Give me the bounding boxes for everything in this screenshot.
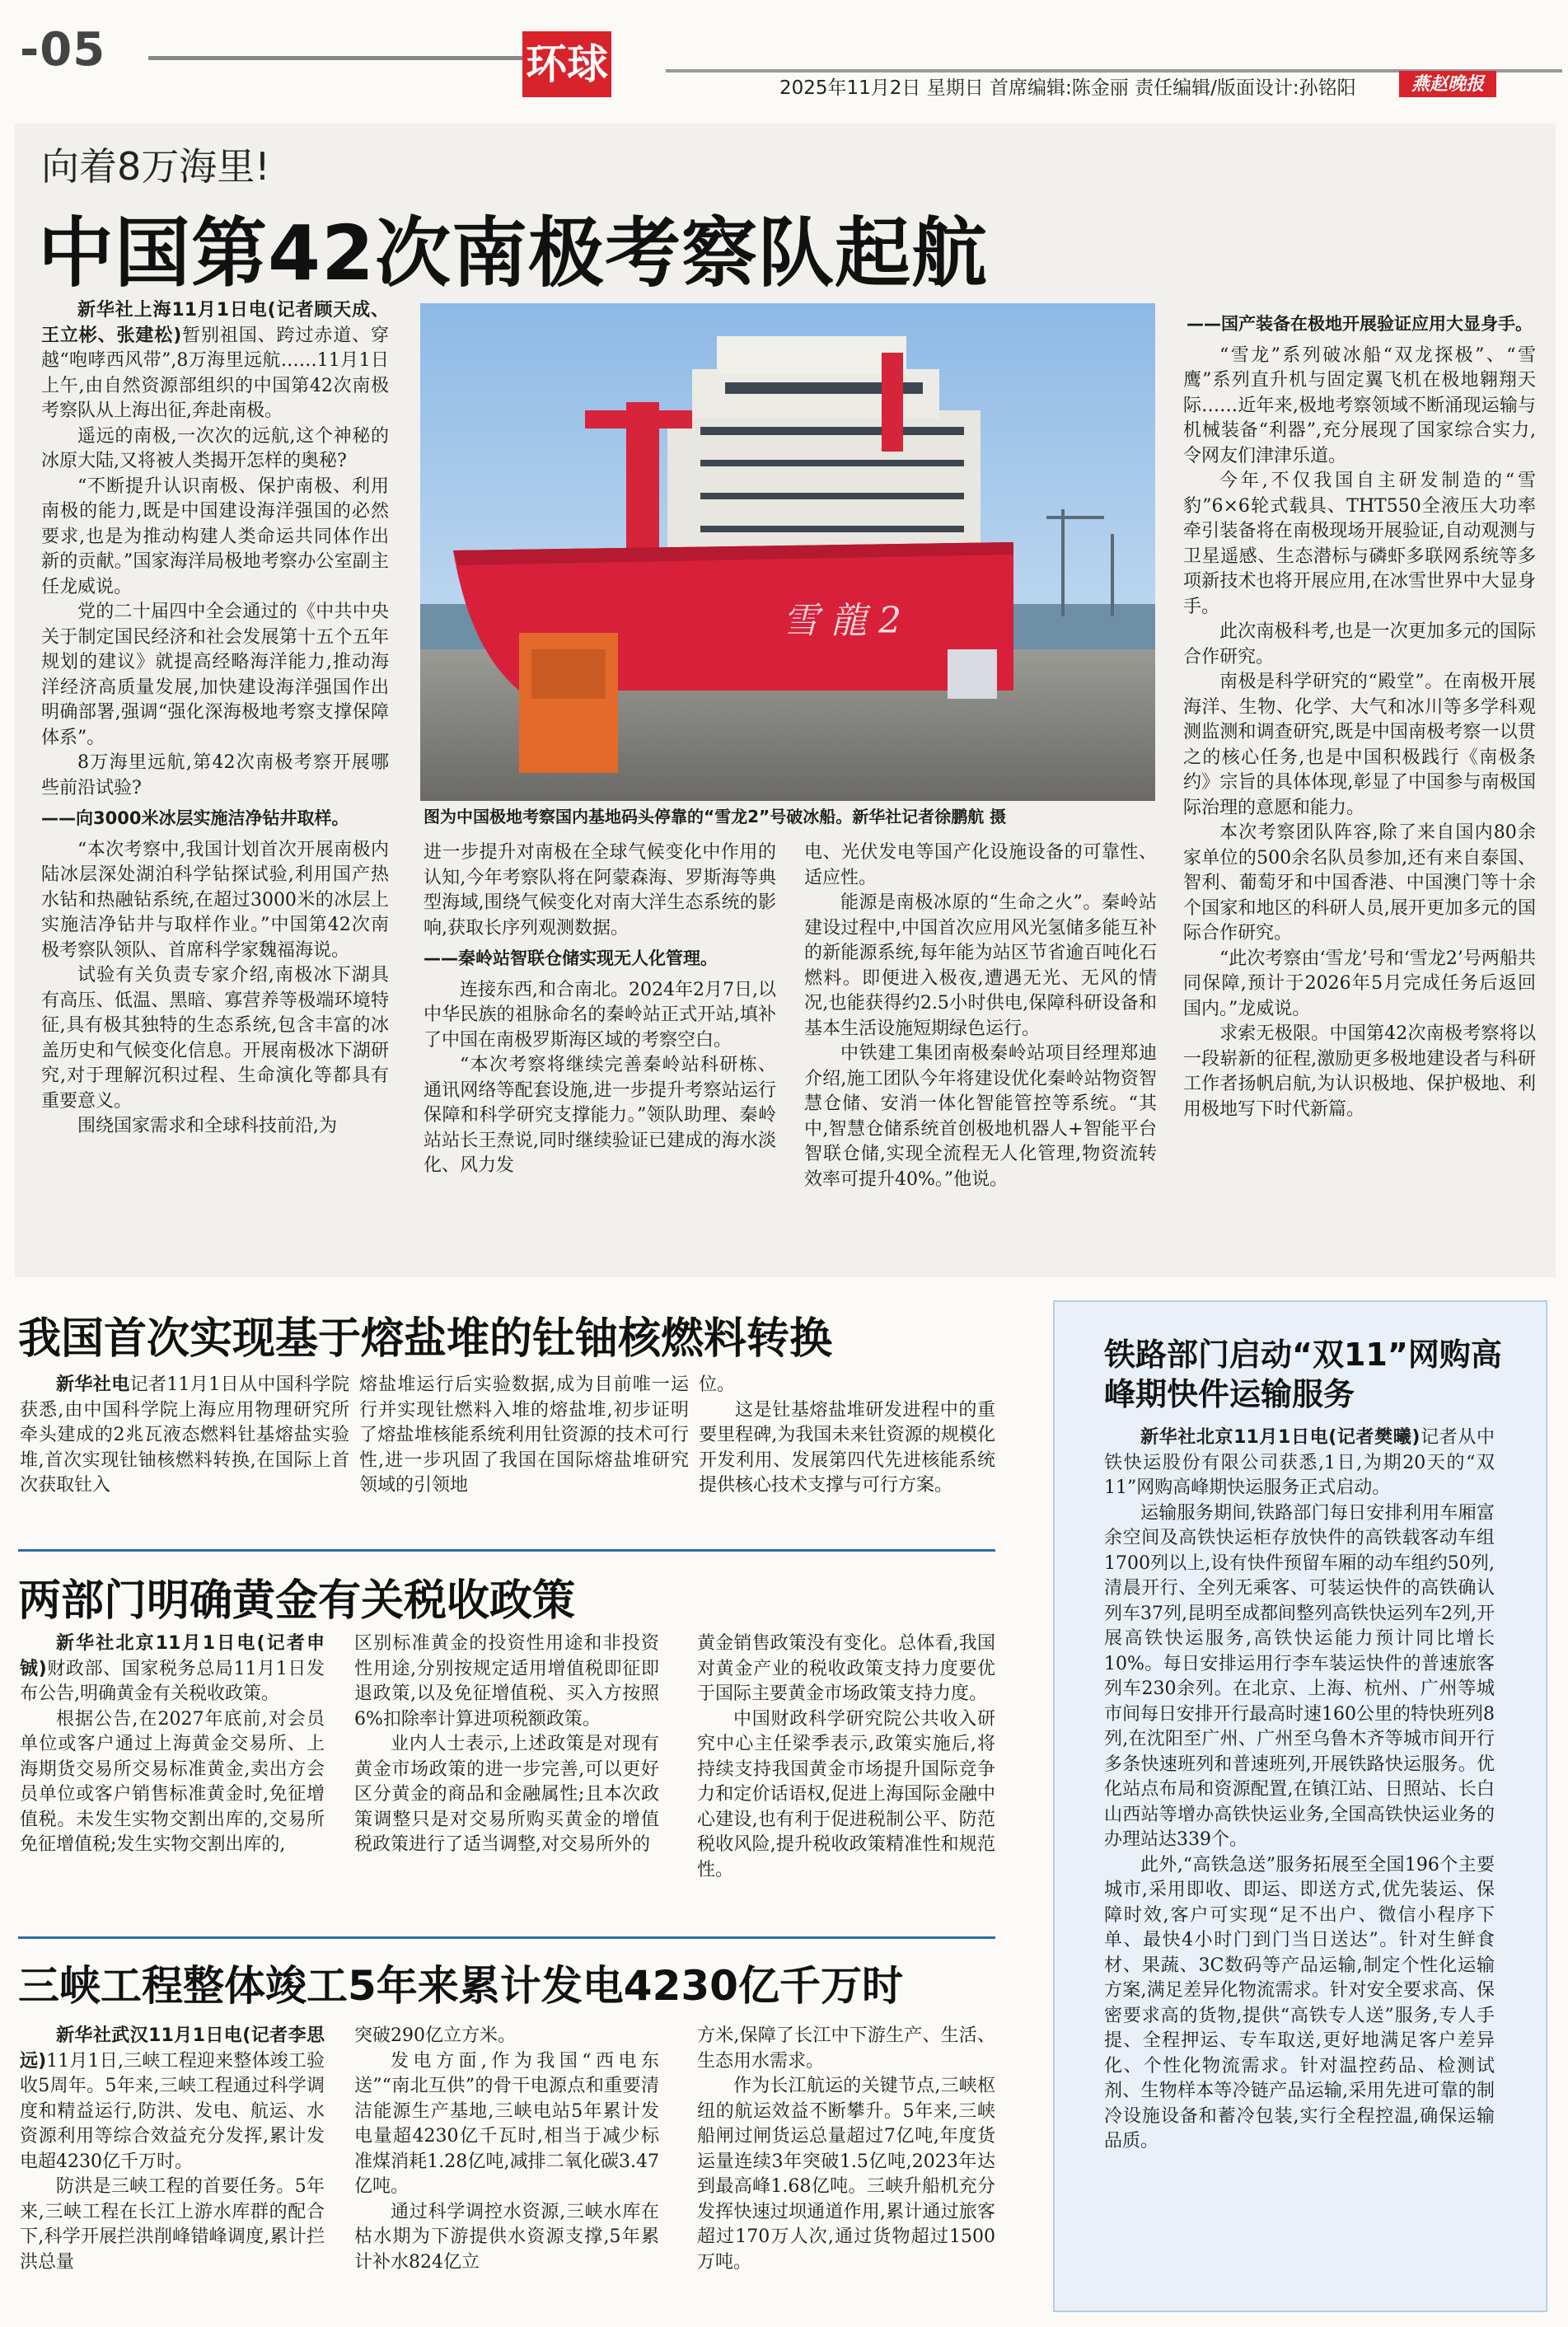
paragraph: “本次考察将继续完善秦岭站科研栋、通讯网络等配套设施,进一步提升考察站运行保障和科学研究支撑能力。”领队助理、秦岭站站长王焘说,同时继续验证已建成的海水淡化、风力发 xyxy=(424,1055,776,1176)
paragraph: 记者从中铁快运股份有限公司获悉,1日,为期20天的“双11”网购高峰期快运服务正式启动。 xyxy=(1104,1427,1495,1498)
paragraph: 南极是科学研究的“殿堂”。在南极开展海洋、生物、化学、大气和冰川等多学科观测监测和调查研究,既是中国南极考察一以贯之的核心任务,也是中国积极践行《南极条约》宗旨的具体体现,彰显了中国参与南极国际治理的意愿和能力。 xyxy=(1183,672,1536,818)
paragraph: 此外,“高铁急送”服务拓展至全国196个主要城市,采用即收、即运、即送方式,优先装运、保障时效,客户可实现“足不出户、微信小程序下单、最快4小时门到门当日送达”。针对生鲜食材、果蔬、3C数码等产品运输,制定个性化运输方案,满足差异化物流需求。针对安全要求高、保密要求高的货物,提供“高铁专人送”服务,专人手提、全程押运、专车取送,更好地满足客户差异化、个性化物流需求。针对温控药品、检测试剂、生物样本等冷链产品运输,采用先进可靠的制冷设施设备和蓄冷包装,实行全程控温,确保运输品质。 xyxy=(1104,1854,1495,2151)
photo-caption: 图为中国极地考察国内基地码头停靠的“雪龙2”号破冰船。新华社记者徐鹏航 摄 xyxy=(424,807,1007,826)
story4-column-2 xyxy=(354,2024,659,2275)
paragraph: “不断提升认识南极、保护南极、利用南极的能力,既是中国建设海洋强国的必然要求,也是为推动构建人类命运共同体作出新的贡献。”国家海洋局极地考察办公室副主任龙威说。 xyxy=(41,475,389,597)
paragraph: 财政部、国家税务总局11月1日发布公告,明确黄金有关税收政策。 xyxy=(20,1658,325,1704)
page-number: -05 xyxy=(20,23,106,77)
story3-title: 两部门明确黄金有关税收政策 xyxy=(18,1576,576,1626)
paragraph: 遥远的南极,一次次的远航,这个神秘的冰原大陆,又将被人类揭开怎样的奥秘? xyxy=(41,425,389,471)
lead-column-1 xyxy=(41,298,389,1140)
divider xyxy=(18,1549,995,1552)
dateline: 2025年11月2日 星期日 首席编辑:陈金丽 责任编辑/版面设计:孙铭阳 xyxy=(779,77,1356,99)
paragraph: “此次考察由‘雪龙’号和‘雪龙2’号两船共同保障,预计于2026年5月完成任务后返回国内。”龙威说。 xyxy=(1183,948,1536,1019)
paragraph: 党的二十届四中全会通过的《中共中央关于制定国民经济和社会发展第十五个五年规划的建议》就提高经略海洋能力,推动海洋经济高质量发展,加快建设海洋强国作出明确部署,强调“强化深海极地考察支撑保障体系”。 xyxy=(41,602,389,748)
header-rule-left xyxy=(148,56,544,60)
paragraph: 试验有关负责专家介绍,南极冰下湖具有高压、低温、黑暗、寡营养等极端环境特征,具有极其独特的生态系统,包含丰富的冰盖历史和气候变化信息。开展南极冰下湖研究,对于理解沉积过程、生命演化等都具有重要意义。 xyxy=(41,965,389,1112)
paragraph: 求索无极限。中国第42次南极考察将以一段崭新的征程,激励更多极地建设者与科研工作者扬帆启航,为认识极地、保护极地、利用极地写下时代新篇。 xyxy=(1183,1023,1536,1120)
paragraph: 区别标准黄金的投资性用途和非投资性用途,分别按规定适用增值税即征即退政策,以及免征增值税、买入方按照6%扣除率计算进项税额政策。 xyxy=(354,1633,659,1730)
paragraph: 根据公告,在2027年底前,对会员单位或客户通过上海黄金交易所、上海期货交易所交易标准黄金,卖出方会员单位或客户销售标准黄金时,免征增值税。未发生实物交割出库的,交易所免征增值税;发生实物交割出库的, xyxy=(20,1708,325,1855)
story3-column-1 xyxy=(20,1632,325,1858)
story4-title: 三峡工程整体竣工5年来累计发电4230亿千万时 xyxy=(18,1962,903,2010)
subheading: ——国产装备在极地开展验证应用大显身手。 xyxy=(1187,314,1533,334)
paragraph: 能源是南极冰原的“生命之火”。秦岭站建设过程中,中国首次应用风光氢储多能互补的新能源系统,每年能为站区节省逾百吨化石燃料。即便进入极夜,遭遇无光、无风的情况,也能获得约2.5小时供电,保障科研设备和基本生活设施短期绿色运行。 xyxy=(804,892,1157,1039)
paragraph: 中铁建工集团南极秦岭站项目经理郑迪介绍,施工团队今年将建设优化秦岭站物资智慧仓储、安消一体化智能管控等系统。“其中,智慧仓储系统首创极地机器人+智能平台智联仓储,实现全流程无人化管理,物资流转效率可提升40%。”他说。 xyxy=(804,1043,1157,1190)
paragraph: 本次考察团队阵容,除了来自国内80余家单位的500余名队员参加,还有来自泰国、智利、葡萄牙和中国香港、中国澳门等十余个国家和地区的科研人员,展开更加多元的国际合作研究。 xyxy=(1183,822,1536,943)
paragraph: 防洪是三峡工程的首要任务。5年来,三峡工程在长江上游水库群的配合下,科学开展拦洪削峰错峰调度,累计拦洪总量 xyxy=(20,2176,325,2273)
story2-title: 我国首次实现基于熔盐堆的钍铀核燃料转换 xyxy=(18,1314,833,1364)
divider xyxy=(18,1936,995,1939)
paragraph: 今年,不仅我国自主研发制造的“雪豹”6×6轮式载具、THT550全液压大功率牵引装备将在南极现场开展验证,自动观测与卫星遥感、生态潜标与磷虾多联网系统等多项新技术也将开展应用,在冰雪世界中大显身手。 xyxy=(1183,471,1536,617)
story5-title: 铁路部门启动“双11”网购高峰期快件运输服务 xyxy=(1104,1337,1502,1412)
subheading: ——秦岭站智联仓储实现无人化管理。 xyxy=(424,948,718,968)
section-label: 环球 xyxy=(522,31,611,97)
story2-column-2 xyxy=(359,1373,689,1499)
subheading: ——向3000米冰层实施洁净钻井取样。 xyxy=(41,808,349,828)
paragraph: 业内人士表示,上述政策是对现有黄金市场政策的进一步完善,可以更好区分黄金的商品和金融属性;且本次政策调整只是对交易所购买黄金的增值税政策进行了适当调整,对交易所外的 xyxy=(354,1734,659,1855)
story2-byline: 新华社电 xyxy=(56,1374,130,1395)
lead-column-2 xyxy=(424,840,776,1179)
paragraph: 进一步提升对南极在全球气候变化中作用的认知,今年考察队将在阿蒙森海、罗斯海等典型海域,围绕气候变化对南大洋生态系统的影响,获取长序列观测数据。 xyxy=(424,842,776,939)
paragraph: 位。 xyxy=(699,1374,736,1395)
paragraph: 此次南极科考,也是一次更加多元的国际合作研究。 xyxy=(1183,621,1536,667)
paragraph: 通过科学调控水资源,三峡水库在枯水期为下游提供水资源支撑,5年累计补水824亿立 xyxy=(354,2201,659,2273)
story5-column xyxy=(1104,1426,1495,2155)
story3-column-3 xyxy=(697,1632,995,1883)
ship-photo xyxy=(420,303,1155,801)
paragraph: 电、光伏发电等国产化设施设备的可靠性、适应性。 xyxy=(804,842,1157,888)
paragraph: “雪龙”系列破冰船“双龙探极”、“雪鹰”系列直升机与固定翼飞机在极地翱翔天际……近年来,极地考察领域不断涌现运输与机械装备“利器”,充分展现了国家综合实力,令网友们津津乐道。 xyxy=(1183,344,1536,466)
story4-column-3 xyxy=(697,2024,995,2275)
paragraph: 围绕国家需求和全球科技前沿,为 xyxy=(77,1116,337,1136)
icebreaker-ship-illustration xyxy=(420,303,1155,801)
story5-byline: 新华社北京11月1日电(记者樊曦) xyxy=(1140,1427,1421,1448)
lead-byline: 新华社上海11月1日电(记者顾天成、王立彬、张建松) xyxy=(41,300,389,346)
story3-byline: 新华社北京11月1日电(记者申铖) xyxy=(20,1633,325,1679)
paragraph: 记者11月1日从中国科学院获悉,由中国科学院上海应用物理研究所牵头建成的2兆瓦液态燃料钍基熔盐实验堆,首次实现钍铀核燃料转换,在国际上首次获取钍入 xyxy=(20,1374,349,1496)
paragraph: 发电方面,作为我国“西电东送”“南北互供”的骨干电源点和重要清洁能源生产基地,三峡电站5年累计发电量超4230亿千瓦时,相当于减少标准煤消耗1.28亿吨,减排二氧化碳3.47亿吨。 xyxy=(354,2050,659,2197)
lead-kicker: 向着8万海里! xyxy=(41,144,270,189)
paragraph: 方米,保障了长江中下游生产、生活、生态用水需求。 xyxy=(697,2025,995,2072)
paragraph: 作为长江航运的关键节点,三峡枢纽的航运效益不断攀升。5年来,三峡船闸过闸货运总量超过7亿吨,年度货运量连续3年突破1.5亿吨,2023年达到最高峰1.68亿吨。三峡升船机充分发挥快速过坝通道作用,累计通过旅客超过170万人次,通过货物超过1500万吨。 xyxy=(697,2076,995,2273)
masthead-logo: 燕赵晚报 xyxy=(1399,71,1496,97)
story3-column-2 xyxy=(354,1632,659,1858)
paragraph: 8万海里远航,第42次南极考察开展哪些前沿试验? xyxy=(41,752,389,798)
paragraph: 运输服务期间,铁路部门每日安排利用车厢富余空间及高铁快运柜存放快件的高铁载客动车组1700列以上,设有快件预留车厢的动车组约50列,清晨开行、全列无乘客、可装运快件的高铁确认列车37列,昆明至成都间整列高铁快运列车2列,开展高铁快运服务,高铁快运能力预计同比增长10%。每日安排运用行李车装运快件的普速旅客列车230余列。在北京、上海、杭州、广州等城市间每日安排开行最高时速160公里的特快班列8列,在沈阳至广州、广州至乌鲁木齐等城市间开行多条快速班列和普速班列,开展铁路快运服务。优化站点布局和资源配置,在镇江站、日照站、长白山西站等增办高铁快运业务,全国高铁快运业务的办理站达339个。 xyxy=(1104,1502,1495,1850)
story2-column-3 xyxy=(699,1373,995,1499)
lead-column-3 xyxy=(804,840,1157,1192)
svg-text:雪 龍 2: 雪 龍 2 xyxy=(783,600,901,642)
lead-title: 中国第42次南极考察队起航 xyxy=(38,209,989,297)
paragraph: 突破290亿立方米。 xyxy=(354,2025,516,2046)
story2-column-1 xyxy=(20,1373,349,1499)
paragraph: 连接东西,和合南北。2024年2月7日,以中华民族的祖脉命名的秦岭站正式开站,填补了中国在南极罗斯海区域的考察空白。 xyxy=(424,979,776,1051)
story4-byline: 新华社武汉11月1日电(记者李思远) xyxy=(20,2025,325,2072)
paragraph: “本次考察中,我国计划首次开展南极内陆冰层深处湖泊科学钻探试验,利用国产热水钻和热融钻系统,在超过3000米的冰层上实施洁净钻井与取样作业。”中国第42次南极考察队领队、首席科学家魏福海说。 xyxy=(41,839,389,961)
paragraph: 11月1日,三峡工程迎来整体竣工验收5周年。5年来,三峡工程通过科学调度和精益运行,防洪、发电、航运、水资源利用等综合效益充分发挥,累计发电超4230亿千万时。 xyxy=(20,2050,325,2172)
story4-column-1 xyxy=(20,2024,325,2275)
paragraph: 这是钍基熔盐堆研发进程中的重要里程碑,为我国未来钍资源的规模化开发利用、发展第四代先进核能系统提供核心技术支撑与可行方案。 xyxy=(699,1399,995,1496)
paragraph: 中国财政科学研究院公共收入研究中心主任梁季表示,政策实施后,将持续支持我国黄金市场提升国际竞争力和定价话语权,促进上海国际金融中心建设,也有利于促进税制公平、防范税收风险,提升税收政策精准性和规范性。 xyxy=(697,1708,995,1880)
paragraph: 黄金销售政策没有变化。总体看,我国对黄金产业的税收政策支持力度要优于国际主要黄金市场政策支持力度。 xyxy=(697,1633,995,1704)
paragraph: 暂别祖国、跨过赤道、穿越“咆哮西风带”,8万海里远航……11月1日上午,由自然资源部组织的中国第42次南极考察队从上海出征,奔赴南极。 xyxy=(41,325,389,421)
paragraph: 熔盐堆运行后实验数据,成为目前唯一运行并实现钍燃料入堆的熔盐堆,初步证明了熔盐堆核能系统利用钍资源的技术可行性,进一步巩固了我国在国际熔盐堆研究领域的引领地 xyxy=(359,1374,689,1496)
lead-column-4 xyxy=(1183,307,1536,1122)
